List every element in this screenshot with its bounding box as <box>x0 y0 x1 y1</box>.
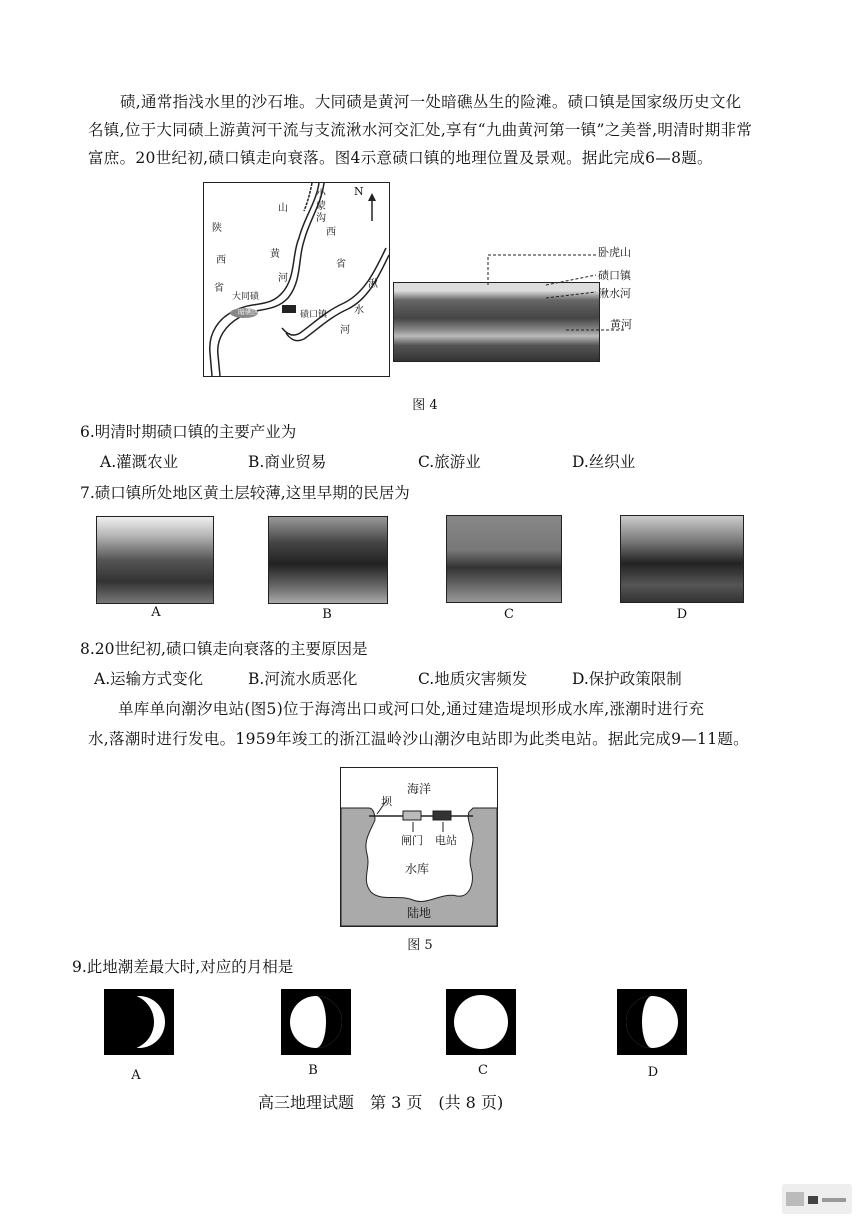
label-huanghe: 黄河 <box>610 318 632 331</box>
map-label-shan: 山 <box>278 203 288 214</box>
q8-option-d[interactable]: D.保护政策限制 <box>572 670 682 688</box>
map-label-shaan2: 西 <box>216 255 226 266</box>
intro2-line-2: 水,落潮时进行发电。1959年竣工的浙江温岭沙山潮汐电站即为此类电站。据此完成9—11题。 <box>88 730 749 748</box>
map-label-xiao: 小 <box>316 189 326 200</box>
map-label-anjiao: 暗礁区 <box>238 308 259 316</box>
map-label-xi: 西 <box>326 227 336 238</box>
label-land: 陆地 <box>407 906 432 920</box>
q7-label-b: B <box>322 607 332 622</box>
q7-photo-a[interactable] <box>96 516 214 604</box>
moon-phase-b-icon[interactable] <box>281 989 351 1055</box>
intro2-line-1: 单库单向潮汐电站(图5)位于海湾出口或河口处,通过建造堤坝形成水库,涨潮时进行充 <box>118 700 705 718</box>
map-label-shaan3: 省 <box>214 283 224 294</box>
corner-widget[interactable] <box>782 1184 852 1214</box>
q6-option-b[interactable]: B.商业贸易 <box>248 453 327 471</box>
q8-option-b[interactable]: B.河流水质恶化 <box>248 670 358 688</box>
map-label-qiu: 湫 <box>368 279 378 290</box>
label-ocean: 海洋 <box>407 782 432 796</box>
label-dam: 坝 <box>381 795 392 808</box>
map-label-he: 河 <box>278 273 288 284</box>
q7-photo-d[interactable] <box>620 515 744 603</box>
q9-label-d: D <box>647 1065 659 1080</box>
moon-phase-c-icon[interactable] <box>446 989 516 1055</box>
map-label-datongqi: 大同碛 <box>232 292 260 302</box>
q8-option-c[interactable]: C.地质灾害频发 <box>418 670 528 688</box>
label-qiushuihe: 湫水河 <box>598 287 631 300</box>
q6-option-a[interactable]: A.灌溉农业 <box>100 453 179 471</box>
q9-label-a: A <box>131 1068 141 1083</box>
q8-option-a[interactable]: A.运输方式变化 <box>94 670 204 688</box>
label-qikouzhen: 碛口镇 <box>598 269 631 282</box>
intro-line-3: 富庶。20世纪初,碛口镇走向衰落。图4示意碛口镇的地理位置及景观。据此完成6—8题。 <box>88 149 713 167</box>
label-wohushan: 卧虎山 <box>598 246 631 259</box>
intro-line-1: 碛,通常指浅水里的沙石堆。大同碛是黄河一处暗礁丛生的险滩。碛口镇是国家级历史文化 <box>120 93 742 111</box>
page-footer: 高三地理试题 第 3 页 (共 8 页) <box>258 1093 504 1112</box>
map-label-sheng: 省 <box>336 259 346 270</box>
moon-phase-d-icon[interactable] <box>617 989 687 1055</box>
question-7: 7.碛口镇所处地区黄土层较薄,这里早期的民居为 <box>80 484 410 502</box>
question-9: 9.此地潮差最大时,对应的月相是 <box>72 958 294 976</box>
question-6: 6.明清时期碛口镇的主要产业为 <box>80 423 297 441</box>
q7-label-c: C <box>504 607 514 622</box>
label-station: 电站 <box>435 834 457 847</box>
map-label-he2: 河 <box>340 325 350 336</box>
figure-4-caption: 图 4 <box>412 398 438 413</box>
q7-photo-b[interactable] <box>268 516 388 604</box>
map-label-shui: 水 <box>354 305 364 316</box>
north-label: N <box>354 185 364 198</box>
q9-label-b: B <box>308 1063 318 1078</box>
map-label-gou: 沟 <box>316 213 326 224</box>
label-gate: 闸门 <box>401 834 423 847</box>
figure-4-map <box>203 182 390 377</box>
figure-5-caption: 图 5 <box>407 938 433 953</box>
map-label-qikou: 碛口镇 <box>300 310 328 320</box>
moon-phase-a-icon[interactable] <box>104 989 174 1055</box>
q6-option-d[interactable]: D.丝织业 <box>572 453 636 471</box>
map-label-huang: 黄 <box>270 249 280 260</box>
q7-label-d: D <box>676 607 688 622</box>
label-reservoir: 水库 <box>405 862 430 876</box>
q9-label-c: C <box>478 1063 488 1078</box>
q7-label-a: A <box>151 605 161 620</box>
map-label-meng: 蒙 <box>316 201 326 212</box>
question-8: 8.20世纪初,碛口镇走向衰落的主要原因是 <box>80 640 368 658</box>
map-label-shaan1: 陕 <box>212 223 222 234</box>
watermark-icon <box>782 1184 852 1214</box>
intro-line-2: 名镇,位于大同碛上游黄河干流与支流湫水河交汇处,享有“九曲黄河第一镇”之美誉,明清时期非常 <box>88 121 753 139</box>
q6-option-c[interactable]: C.旅游业 <box>418 453 481 471</box>
q7-photo-c[interactable] <box>446 515 562 603</box>
figure-5-diagram <box>340 767 498 927</box>
map-rivers <box>204 183 389 376</box>
